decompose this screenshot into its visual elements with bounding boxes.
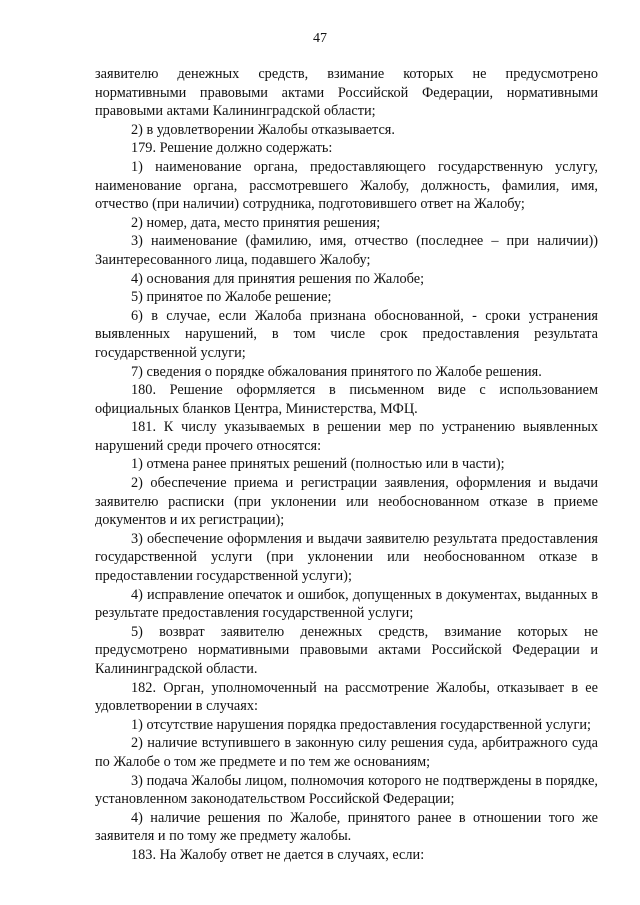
- paragraph-section-182: 182. Орган, уполномоченный на рассмотрение Жалобы, отказывает в ее удовлетворении в случаях:: [95, 679, 598, 715]
- paragraph-item: 3) подача Жалобы лицом, полномочия которого не подтверждены в порядке, установленном законодательством Российской Федерации;: [95, 772, 598, 808]
- paragraph-continuation: заявителю денежных средств, взимание которых не предусмотрено нормативными правовыми актами Российской Федерации, нормативными правовыми актами Калининградской области;: [95, 66, 598, 120]
- paragraph-item: 3) наименование (фамилию, имя, отчество (последнее – при наличии)) Заинтересованного лица, подавшего Жалобу;: [95, 233, 598, 268]
- paragraph-item: 6) в случае, если Жалоба признана обоснованной, - сроки устранения выявленных нарушений, в том числе срок предоставления результата государственной услуги;: [95, 307, 598, 361]
- paragraph-item: 1) наименование органа, предоставляющего государственную услугу, наименование органа, рассмотревшего Жалобу, должность, фамилия, имя, отчество (при наличии) сотрудника, подготовившего ответ на Жалобу;: [95, 158, 598, 213]
- paragraph-item: 4) наличие решения по Жалобе, принятого ранее в отношении того же заявителя и по тому же предмету жалобы.: [95, 809, 598, 845]
- paragraph-section-183: 183. На Жалобу ответ не дается в случаях, если:: [131, 846, 425, 863]
- paragraph-item: 7) сведения о порядке обжалования принятого по Жалобе решения.: [131, 363, 542, 380]
- paragraph-item: 4) основания для принятия решения по Жалобе;: [131, 270, 425, 287]
- paragraph-item: 3) обеспечение оформления и выдачи заявителю результата предоставления государственной услуги (при уклонении или необоснованном отказе в предоставлении государственной услуги);: [95, 530, 598, 585]
- paragraph-item: 2) обеспечение приема и регистрации заявления, оформления и выдачи заявителю расписки (при уклонении или необоснованном отказе в приеме документов и их регистрации);: [95, 475, 598, 529]
- paragraph-item: 1) отмена ранее принятых решений (полностью или в части);: [131, 456, 505, 473]
- paragraph-item: 2) наличие вступившего в законную силу решения суда, арбитражного суда по Жалобе о том же предмете и по тем же основаниям;: [95, 735, 598, 770]
- paragraph-item: 2) в удовлетворении Жалобы отказывается.: [131, 121, 395, 138]
- paragraph-item: 5) принятое по Жалобе решение;: [131, 289, 332, 306]
- page-number: 47: [313, 31, 327, 46]
- paragraph-item: 2) номер, дата, место принятия решения;: [131, 214, 381, 231]
- paragraph-item: 1) отсутствие нарушения порядка предоставления государственной услуги;: [131, 716, 591, 733]
- document-body: [95, 65, 598, 865]
- paragraph-section-181: 181. К числу указываемых в решении мер по устранению выявленных нарушений среди прочего относятся:: [95, 419, 598, 454]
- paragraph-item: 4) исправление опечаток и ошибок, допущенных в документах, выданных в результате предоставления государственной услуги;: [95, 586, 598, 622]
- paragraph-section-180: 180. Решение оформляется в письменном виде с использованием официальных бланков Центра, Министерства, МФЦ.: [95, 382, 598, 417]
- paragraph-item: 5) возврат заявителю денежных средств, взимание которых не предусмотрено нормативными правовыми актами Российской Федерации и Калининградской области.: [95, 623, 598, 677]
- paragraph-section-179: 179. Решение должно содержать:: [131, 140, 333, 157]
